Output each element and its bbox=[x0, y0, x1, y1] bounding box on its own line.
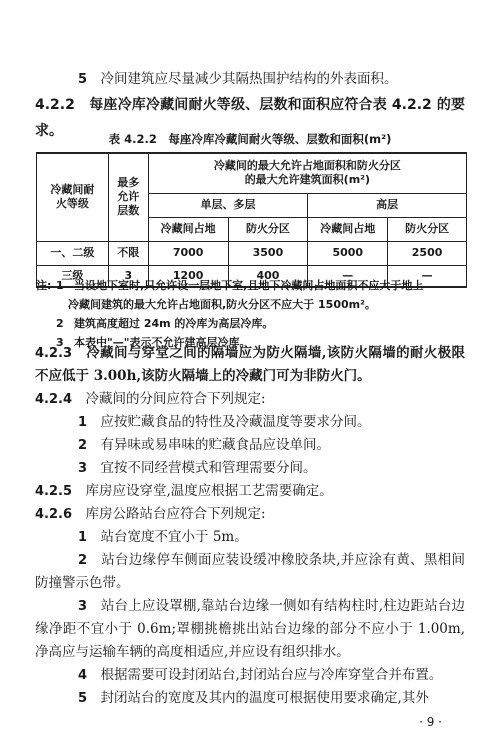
section-4-2-4 bbox=[35, 388, 465, 411]
page-number: · 9 · bbox=[419, 715, 442, 729]
item-text: 根据需要可设封闭站台,封闭站台应与冷库穿堂合并布置。 bbox=[100, 667, 443, 683]
item-text: 应按贮藏食品的特性及冷藏温度等要求分间。 bbox=[100, 414, 371, 430]
notes-label: 注: bbox=[36, 279, 52, 292]
header-single-multi: 单层、多层 bbox=[148, 193, 308, 217]
item-text: 站台边缘停车侧面应装设缓冲橡胶条块,并应涂有黄、黑相间防撞警示色带。 bbox=[35, 552, 465, 591]
note-text: 建筑高度超过 24m 的冷库为高层冷库。 bbox=[74, 317, 274, 330]
paragraph-5 bbox=[35, 66, 465, 93]
item-number: 5 bbox=[78, 691, 88, 706]
item-number: 3 bbox=[78, 461, 88, 476]
item-text: 冷间建筑应尽量减少其隔热围护结构的外表面积。 bbox=[100, 71, 398, 87]
note-text: 本表中"—"表示不允许建高层冷库。 bbox=[74, 336, 251, 349]
section-text: 库房应设穿堂,温度应根据工艺需要确定。 bbox=[85, 483, 333, 499]
cell-layers: 3 bbox=[108, 265, 148, 287]
header-fire-grade: 冷藏间耐火等级 bbox=[37, 153, 109, 241]
cell-layers: 不限 bbox=[108, 241, 148, 265]
item-6-5 bbox=[35, 687, 465, 710]
header-max-layers: 最多允许层数 bbox=[108, 153, 148, 241]
cell-value: — bbox=[388, 265, 467, 287]
header-high-rise: 高层 bbox=[308, 193, 467, 217]
section-number: 4.2.2 bbox=[35, 97, 75, 113]
section-number: 4.2.5 bbox=[35, 484, 73, 499]
item-number: 1 bbox=[78, 415, 88, 430]
note-number: 2 bbox=[56, 317, 64, 330]
note-1 bbox=[36, 276, 476, 295]
cell-value: 3500 bbox=[228, 241, 308, 265]
note-text: 当设地下室时,只允许设一层地下室,且地下冷藏间占地面积不应大于地上 bbox=[74, 279, 424, 292]
header-fire-zone-2: 防火分区 bbox=[388, 217, 467, 241]
item-6-2 bbox=[35, 549, 465, 595]
item-4-2 bbox=[35, 434, 465, 457]
note-number: 1 bbox=[56, 279, 64, 292]
item-number: 2 bbox=[78, 438, 88, 453]
section-4-2-5 bbox=[35, 480, 465, 503]
cell-value: — bbox=[308, 265, 388, 287]
section-number: 4.2.4 bbox=[35, 392, 73, 407]
item-6-3 bbox=[35, 595, 465, 664]
note-number: 3 bbox=[56, 336, 64, 349]
table-row bbox=[37, 241, 467, 265]
table-caption: 表 4.2.2 每座冷库冷藏间耐火等级、层数和面积(m²) bbox=[108, 132, 392, 146]
section-4-2-6 bbox=[35, 503, 465, 526]
cell-grade: 三级 bbox=[37, 265, 109, 287]
item-6-4 bbox=[35, 664, 465, 687]
item-text: 站台上应设罩棚,靠站台边缘一侧如有结构柱时,柱边距站台边缘净距不宜小于 0.6m;罩棚挑檐挑出站台边缘的部分不应小于 1.00m,净高应与运输车辆的高度相适应,并应设有组织排水。 bbox=[35, 598, 465, 660]
cell-value: 1200 bbox=[148, 265, 228, 287]
note-1-continued: 冷藏间建筑的最大允许占地面积,防火分区不应大于 1500m²。 bbox=[68, 298, 376, 311]
note-2 bbox=[36, 314, 476, 333]
section-text: 库房公路站台应符合下列规定: bbox=[85, 506, 266, 522]
table-notes bbox=[36, 276, 476, 352]
header-fire-zone-1: 防火分区 bbox=[228, 217, 308, 241]
cell-value: 5000 bbox=[308, 241, 388, 265]
item-text: 站台宽度不宜小于 5m。 bbox=[100, 529, 248, 545]
fire-rating-table bbox=[36, 152, 467, 288]
section-text: 每座冷库冷藏间耐火等级、层数和面积应符合表 4.2.2 的要求。 bbox=[35, 97, 466, 139]
item-6-1 bbox=[35, 526, 465, 549]
section-number: 4.2.6 bbox=[35, 507, 73, 522]
section-number: 4.2.3 bbox=[35, 346, 73, 361]
cell-value: 2500 bbox=[388, 241, 467, 265]
header-area-group: 冷藏间的最大允许占地面积和防火分区的最大允许建筑面积(m²) bbox=[148, 153, 466, 193]
item-4-3 bbox=[35, 457, 465, 480]
item-text: 有异味或易串味的贮藏食品应设单间。 bbox=[100, 437, 331, 453]
item-4-1 bbox=[35, 411, 465, 434]
section-4-2-3 bbox=[35, 342, 465, 388]
item-number: 2 bbox=[78, 553, 88, 568]
item-number: 3 bbox=[78, 599, 88, 614]
cell-grade: 一、二级 bbox=[37, 241, 109, 265]
item-number: 1 bbox=[78, 530, 88, 545]
section-text: 冷藏间与穿堂之间的隔墙应为防火隔墙,该防火隔墙的耐火极限不应低于 3.00h,该防火隔墙上的冷藏门可为非防火门。 bbox=[35, 345, 466, 384]
header-storage-area-1: 冷藏间占地 bbox=[148, 217, 228, 241]
item-number: 4 bbox=[78, 668, 88, 683]
item-text: 宜按不同经营模式和管理需要分间。 bbox=[100, 460, 317, 476]
header-storage-area-2: 冷藏间占地 bbox=[308, 217, 388, 241]
section-text: 冷藏间的分间应符合下列规定: bbox=[85, 391, 266, 407]
cell-value: 7000 bbox=[148, 241, 228, 265]
cell-value: 400 bbox=[228, 265, 308, 287]
item-text: 封闭站台的宽度及其内的温度可根据使用要求确定,其外 bbox=[100, 690, 429, 706]
item-number: 5 bbox=[78, 72, 88, 87]
